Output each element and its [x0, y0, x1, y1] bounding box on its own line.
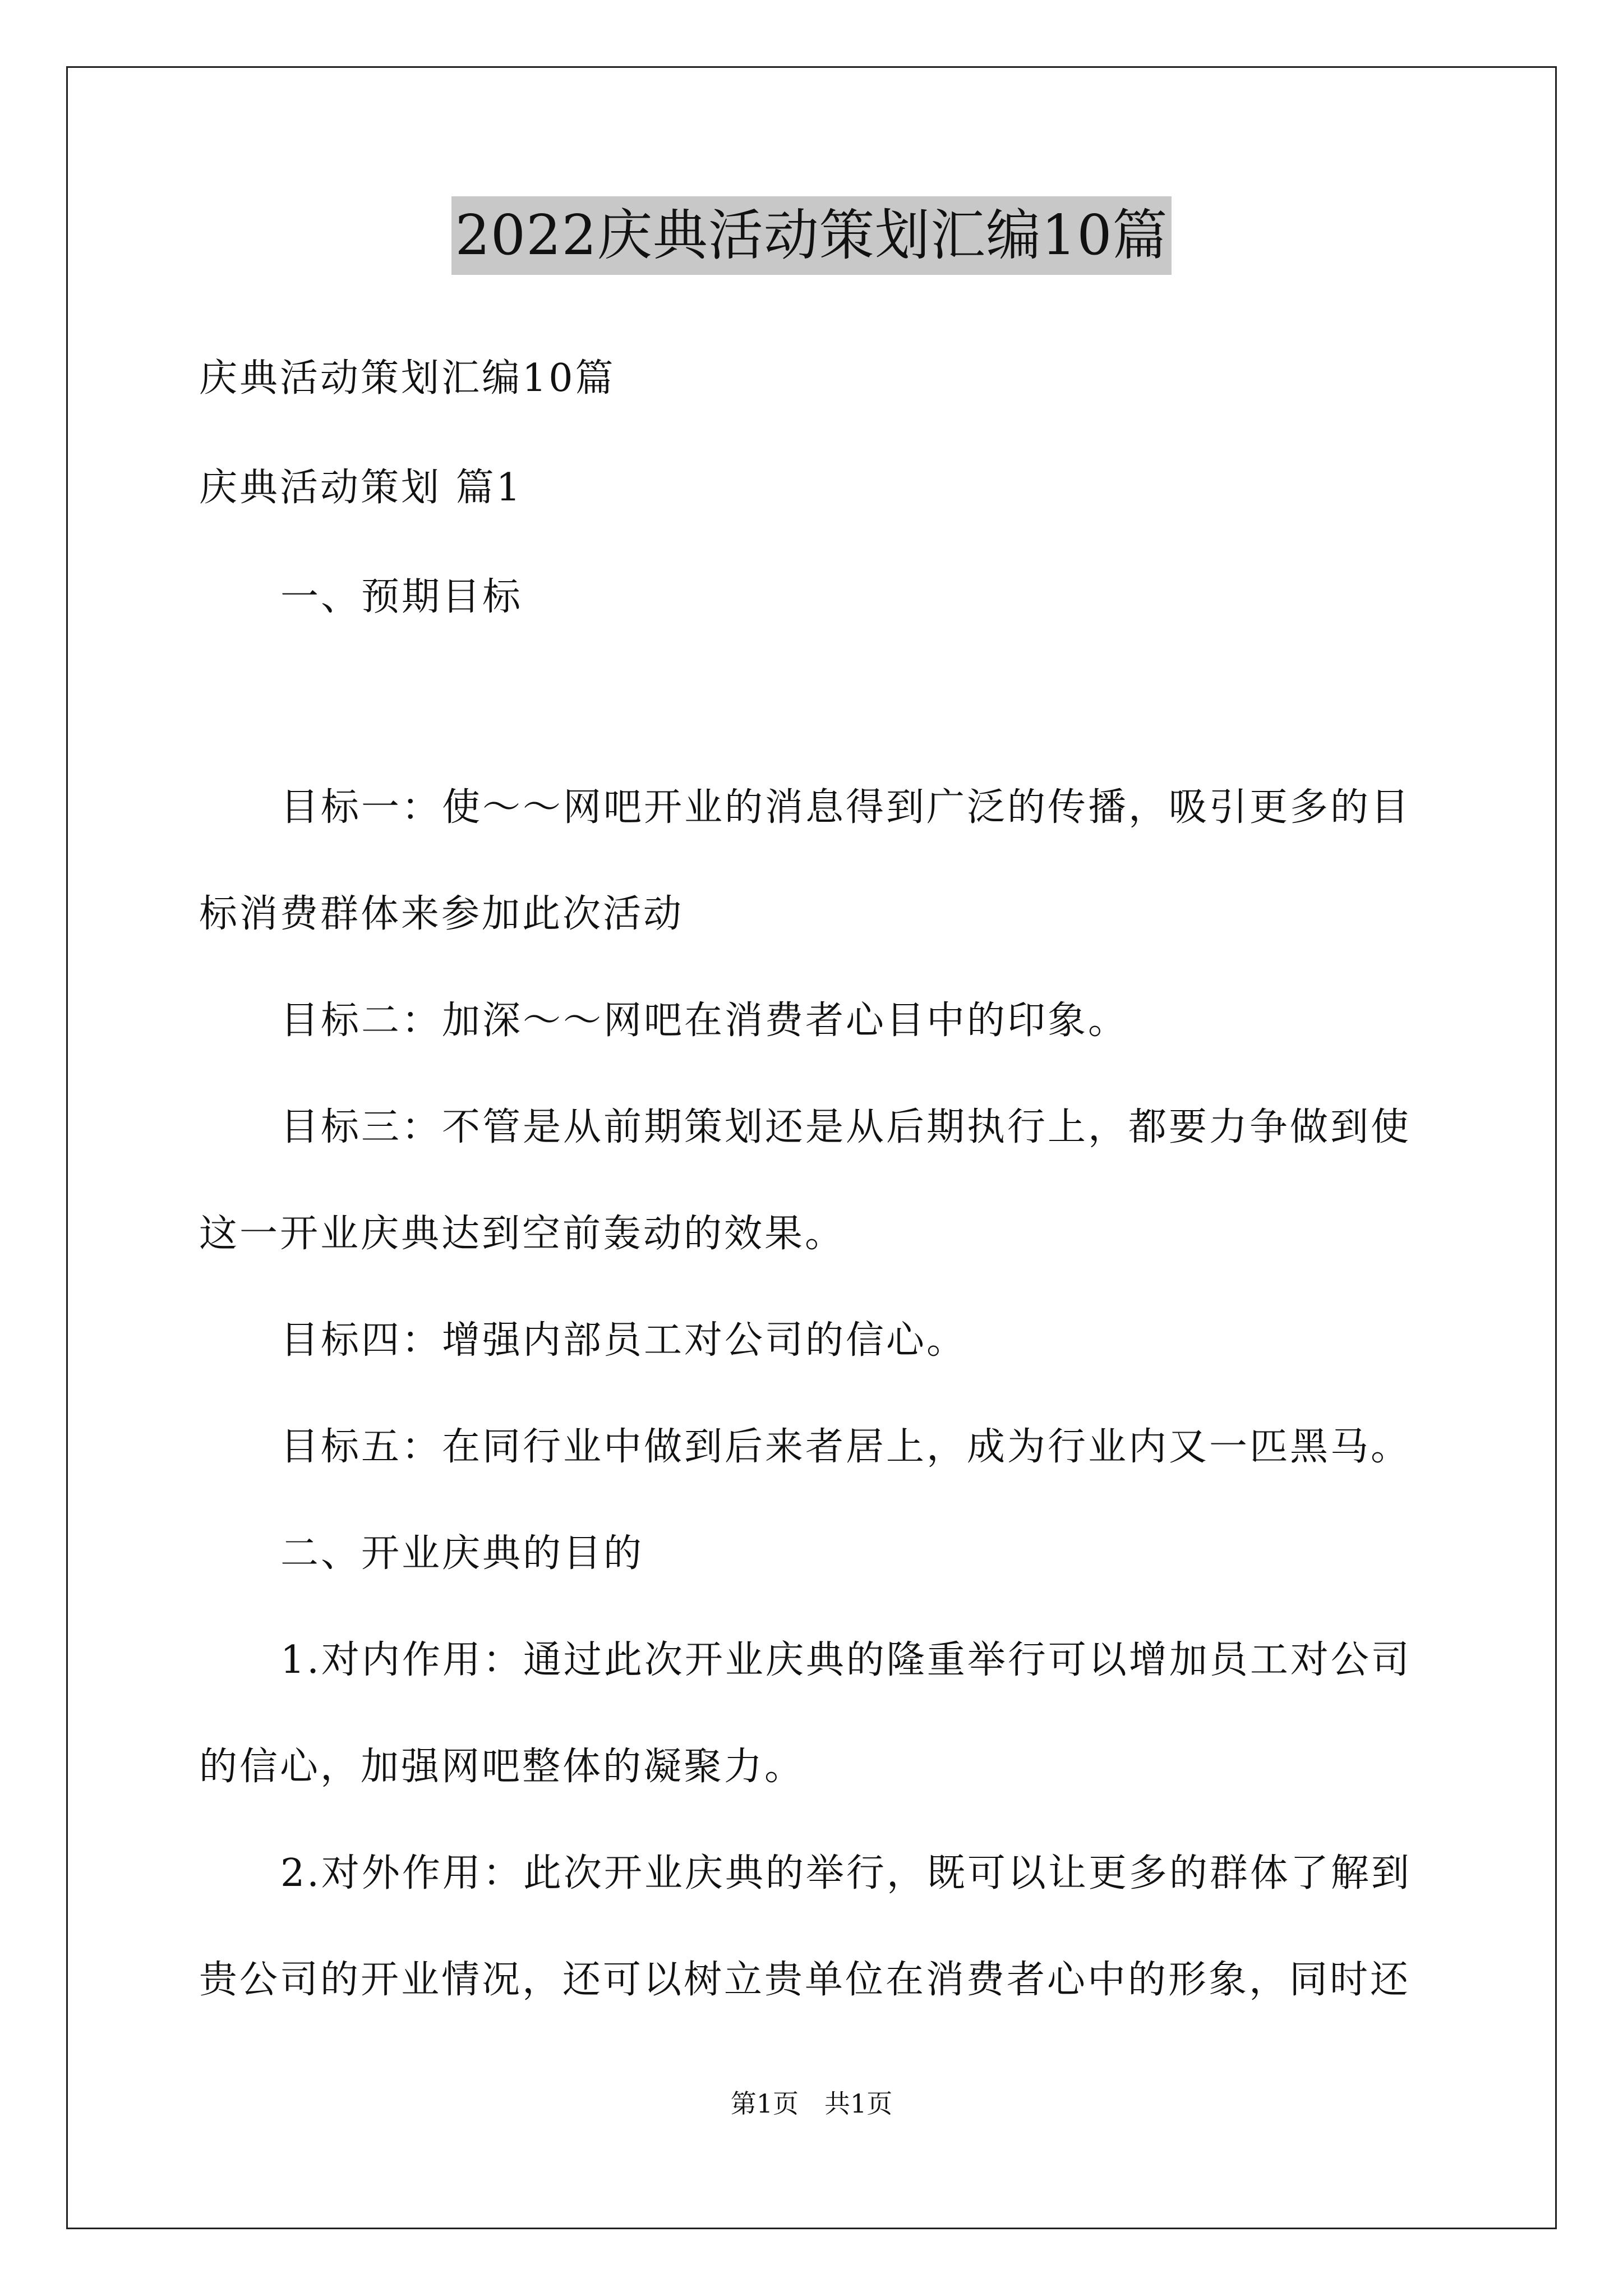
title-container: [0, 196, 1623, 275]
page-footer: 第1页 共1页: [730, 2088, 893, 2119]
paragraph-line: 目标二：加深～～网吧在消费者心目中的印象。: [280, 999, 1129, 1043]
paragraph-line: 目标一：使～～网吧开业的消息得到广泛的传播，吸引更多的目: [280, 785, 1412, 830]
section-heading: 二、开业庆典的目的: [280, 1531, 644, 1576]
paragraph-line: 的信心，加强网吧整体的凝聚力。: [199, 1745, 805, 1789]
subtitle-line: 庆典活动策划汇编10篇: [199, 356, 616, 401]
document-title: 2022庆典活动策划汇编10篇: [451, 196, 1171, 275]
paragraph-line: 标消费群体来参加此次活动: [199, 892, 684, 936]
paragraph-line: 目标五：在同行业中做到后来者居上，成为行业内又一匹黑马。: [280, 1425, 1412, 1469]
paragraph-line: 目标四：增强内部员工对公司的信心。: [280, 1318, 967, 1363]
paragraph-line: 目标三：不管是从前期策划还是从后期执行上，都要力争做到使: [280, 1105, 1412, 1149]
paragraph-line: 贵公司的开业情况，还可以树立贵单位在消费者心中的形象，同时还: [199, 1958, 1411, 2002]
section-heading: 一、预期目标: [280, 575, 523, 619]
paragraph-line: 1.对内作用：通过此次开业庆典的隆重举行可以增加员工对公司: [280, 1638, 1412, 1682]
paragraph-line: 2.对外作用：此次开业庆典的举行，既可以让更多的群体了解到: [280, 1851, 1412, 1895]
paragraph-line: 这一开业庆典达到空前轰动的效果。: [199, 1212, 846, 1256]
section-heading: 庆典活动策划 篇1: [199, 466, 523, 510]
